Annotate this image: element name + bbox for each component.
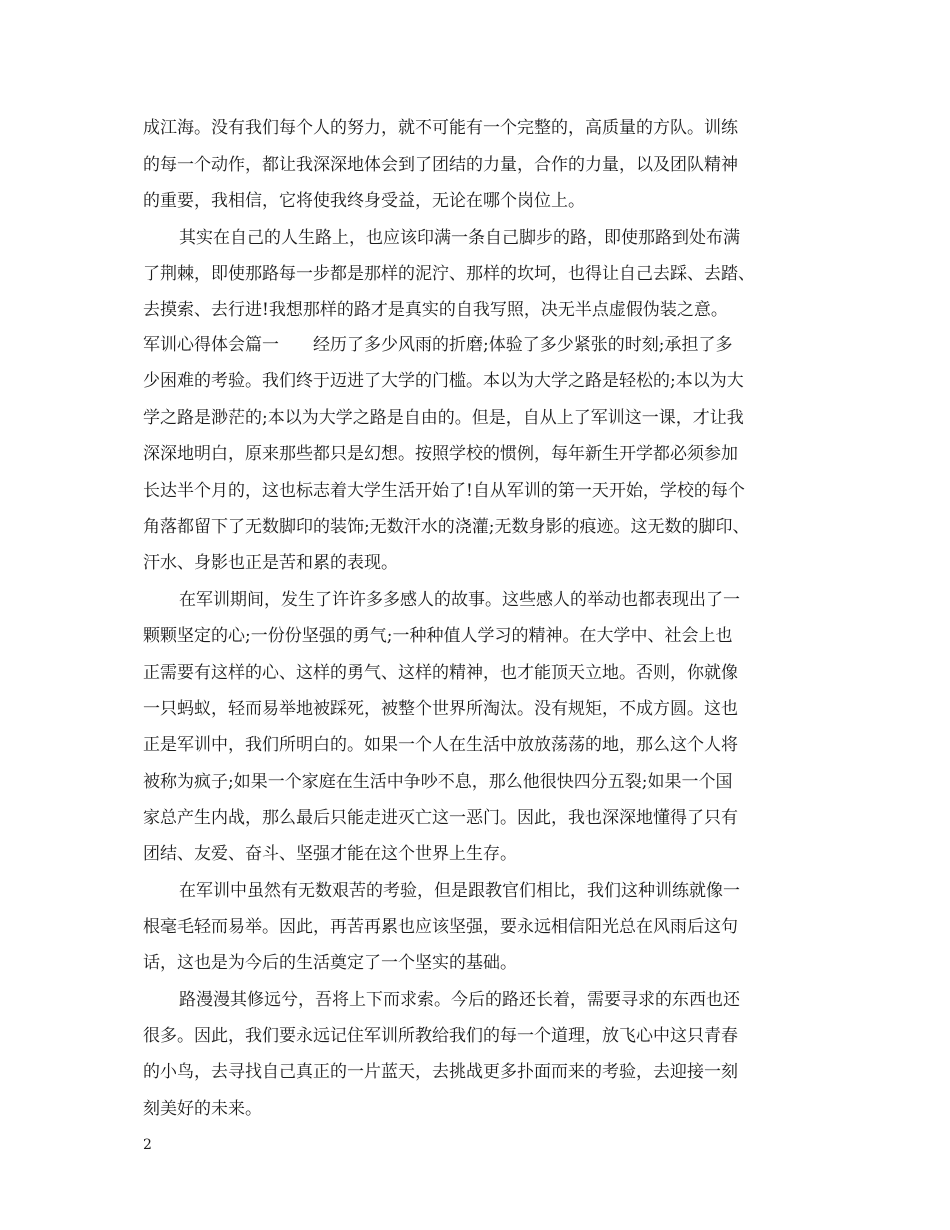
text-line: 话，这也是为今后的生活奠定了一个坚实的基础。 [143, 953, 517, 973]
text-line: 刻美好的未来。 [143, 1099, 262, 1119]
text-line: 一只蚂蚁，轻而易举地被踩死，被整个世界所淘汰。没有规矩，不成方圆。这也 [143, 699, 738, 719]
text-line: 的每一个动作，都让我深深地体会到了团结的力量，合作的力量，以及团队精神 [143, 155, 738, 175]
text-line: 根毫毛轻而易举。因此，再苦再累也应该坚强，要永远相信阳光总在风雨后这句 [143, 917, 738, 937]
paragraph-first-line: 其实在自己的人生路上，也应该印满一条自己脚步的路，即使那路到处布满 [179, 228, 740, 248]
text-line: 成江海。没有我们每个人的努力，就不可能有一个完整的，高质量的方队。训练 [143, 118, 738, 138]
text-line: 家总产生内战，那么最后只能走进灭亡这一恶门。因此，我也深深地懂得了只有 [143, 808, 738, 828]
paragraph-first-line: 在军训期间，发生了许许多多感人的故事。这些感人的举动也都表现出了一 [179, 590, 740, 610]
text-line: 颗颗坚定的心;一份份坚强的勇气;一种种值人学习的精神。在大学中、社会上也 [143, 626, 733, 646]
section-heading-line: 军训心得体会篇一 经历了多少风雨的折磨;体验了多少紧张的时刻;承担了多 [143, 335, 733, 355]
text-line: 汗水、身影也正是苦和累的表现。 [143, 553, 398, 573]
text-line: 少困难的考验。我们终于迈进了大学的门槛。本以为大学之路是轻松的;本以为大 [143, 371, 744, 391]
text-line: 深深地明白，原来那些都只是幻想。按照学校的惯例，每年新生开学都必须参加 [143, 444, 738, 464]
text-line: 很多。因此，我们要永远记住军训所教给我们的每一个道理，放飞心中这只青春 [143, 1026, 738, 1046]
text-line: 的重要，我相信，它将使我终身受益，无论在哪个岗位上。 [143, 191, 585, 211]
text-line: 团结、友爱、奋斗、坚强才能在这个世界上生存。 [143, 844, 517, 864]
text-line: 长达半个月的，这也标志着大学生活开始了!自从军训的第一天开始，学校的每个 [143, 481, 745, 501]
text-line: 被称为疯子;如果一个家庭在生活中争吵不息，那么他很快四分五裂;如果一个国 [143, 772, 733, 792]
text-line: 正是军训中，我们所明白的。如果一个人在生活中放放荡荡的地，那么这个人将 [143, 735, 738, 755]
text-line: 正需要有这样的心、这样的勇气、这样的精神，也才能顶天立地。否则，你就像 [143, 663, 738, 683]
text-line: 角落都留下了无数脚印的装饰;无数汗水的浇灌;无数身影的痕迹。这无数的脚印、 [143, 517, 750, 537]
text-line: 学之路是渺茫的;本以为大学之路是自由的。但是，自从上了军训这一课，才让我 [143, 408, 744, 428]
text-line: 去摸索、去行进!我想那样的路才是真实的自我写照，决无半点虚假伪装之意。 [143, 300, 728, 320]
paragraph-first-line: 在军训中虽然有无数艰苦的考验，但是跟教官们相比，我们这种训练就像一 [179, 881, 740, 901]
paragraph-first-line: 路漫漫其修远兮，吾将上下而求索。今后的路还长着，需要寻求的东西也还 [179, 990, 740, 1010]
text-line: 了荆棘，即使那路每一步都是那样的泥泞、那样的坎坷，也得让自己去踩、去踏、 [143, 264, 755, 284]
text-line: 的小鸟，去寻找自己真正的一片蓝天，去挑战更多扑面而来的考验，去迎接一刻 [143, 1062, 738, 1082]
page-number: 2 [143, 1137, 152, 1153]
